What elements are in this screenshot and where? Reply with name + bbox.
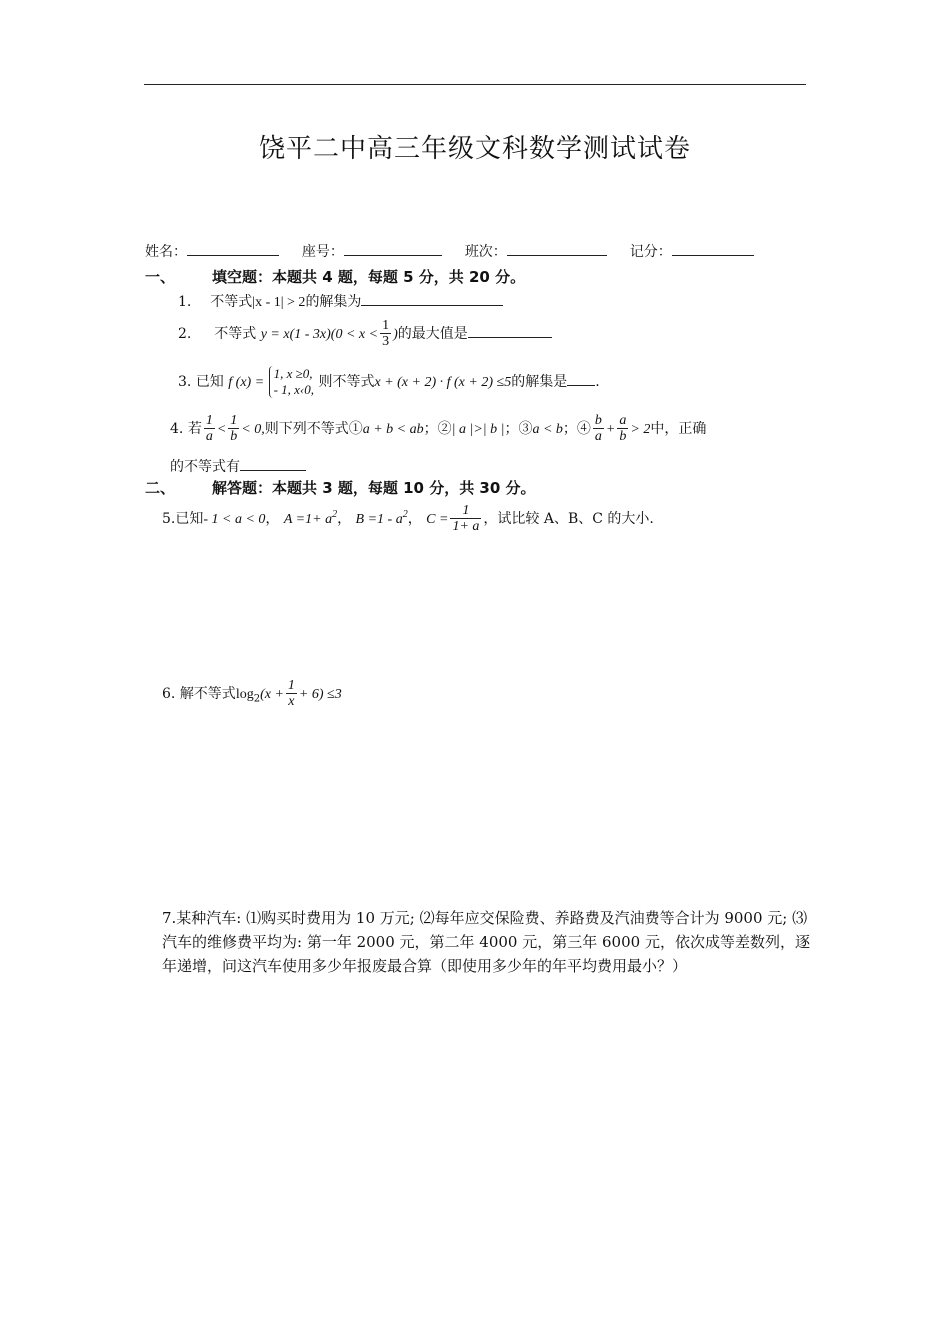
q4-less-than: < — [216, 421, 227, 437]
q6-expression-start: (x + — [260, 686, 284, 702]
q4-prefix: 若 — [187, 420, 202, 437]
student-info-line — [145, 241, 754, 261]
q2-expression-end: ) — [393, 326, 398, 342]
q4-sep-2: ；② — [423, 420, 452, 437]
q6-frac-denominator: x — [288, 694, 295, 710]
class-blank[interactable] — [507, 243, 607, 256]
q2-frac-numerator: 1 — [382, 318, 390, 333]
q6-expression-end: + 6) ≤3 — [298, 686, 342, 702]
q4-option-3: a < b — [532, 421, 563, 437]
q2-suffix: 的最大值是 — [397, 325, 468, 342]
q4-frac-1 — [204, 413, 215, 445]
q4-less-zero: < 0, — [241, 421, 265, 437]
section-one-number: 一、 — [145, 268, 176, 286]
q3-period: . — [595, 374, 600, 390]
q4-greater-two: > 2 — [630, 421, 651, 437]
q5-A-expression: A =1+ a — [283, 511, 333, 527]
q4-sep-4: ；④ — [562, 420, 591, 437]
q6-prefix: 解不等式 — [179, 685, 236, 702]
name-label: 姓名： — [145, 244, 187, 260]
q4-answer-blank[interactable] — [240, 458, 306, 471]
seat-blank[interactable] — [344, 243, 442, 256]
q3-answer-blank[interactable] — [567, 373, 595, 386]
q5-suffix: ，试比较 A、B、C 的大小. — [483, 510, 654, 527]
q3-function: f (x) = — [228, 375, 265, 390]
q5-C-fraction — [450, 503, 481, 535]
score-label: 记分： — [629, 244, 672, 260]
q4-frac-2-num: 1 — [230, 413, 238, 428]
q5-condition: - 1 < a < 0 — [203, 511, 266, 527]
question-4-line-2 — [170, 456, 306, 476]
q3-suffix: 的解集是 — [511, 374, 568, 390]
q5-number: 5. — [162, 510, 176, 527]
q4-option-1: a + b < ab — [362, 421, 424, 437]
q3-inequality: x + (x + 2) · f (x + 2) ≤5 — [374, 375, 512, 390]
q4-frac-4-den: b — [619, 429, 627, 445]
q4-middle: 则下列不等式① — [264, 420, 363, 437]
section-two-heading: 解答题：本题共 3 题，每题 10 分，共 30 分。 — [212, 479, 536, 497]
q4-sep-3: ；③ — [504, 420, 533, 437]
q5-A-exponent: 2 — [332, 509, 338, 521]
q4-number: 4. — [170, 420, 184, 437]
q5-C-denominator: 1+ a — [452, 519, 480, 535]
q1-number: 1. — [178, 294, 192, 310]
q4-frac-4 — [617, 413, 628, 445]
q4-frac-1-den: a — [205, 429, 213, 445]
q1-expression: |x - 1| > 2 — [252, 295, 306, 310]
q3-middle: 则不等式 — [318, 374, 375, 390]
q5-B-expression: B =1 - a — [355, 511, 403, 527]
q4-suffix: 中，正确 — [650, 420, 707, 437]
q6-log-base: 2 — [253, 693, 261, 705]
q4-frac-3-num: b — [594, 413, 602, 428]
q3-case-2: - 1, x‹0, — [273, 382, 315, 397]
q4-frac-4-num: a — [619, 413, 627, 428]
q1-prefix: 不等式 — [210, 294, 253, 310]
q6-number: 6. — [162, 685, 176, 702]
seat-label: 座号： — [301, 244, 344, 260]
q4-frac-1-num: 1 — [205, 413, 213, 428]
page-title: 饶平二中高三年级文科数学测试试卷 — [258, 134, 691, 164]
q6-fraction — [286, 678, 297, 710]
class-label: 班次： — [464, 244, 507, 260]
q2-fraction — [380, 318, 391, 350]
q5-prefix: 已知 — [175, 510, 204, 527]
question-7: 7.某种汽车: ⑴购买时费用为 10 万元; ⑵每年应交保险费、养路费及汽油费等合计为 9000 元; ⑶汽车的维修费平均为: 第一年 2000 元，第二年 4000 元，第三年 6000 元，依次成等差数列，逐年递增，问这汽车使用多少年报废最合算（即使用多少年的年平均费用最小？） — [162, 909, 810, 975]
q4-plus: + — [605, 421, 616, 437]
q4-frac-2 — [228, 413, 239, 445]
header-rule — [144, 84, 806, 85]
question-4 — [170, 413, 706, 445]
q2-number: 2. — [178, 325, 192, 342]
q2-prefix: 不等式 — [214, 325, 257, 342]
q3-prefix: 已知 — [195, 374, 224, 390]
question-3 — [178, 366, 600, 398]
question-1 — [178, 291, 503, 311]
q1-answer-blank[interactable] — [361, 293, 503, 306]
q2-answer-blank[interactable] — [468, 325, 552, 338]
q4-line-2-text: 的不等式有 — [170, 459, 240, 475]
q3-case-1: 1, x ≥0, — [273, 366, 313, 381]
q6-log: log — [235, 686, 254, 702]
q5-B-exponent: 2 — [402, 509, 408, 521]
q5-C-label: C = — [426, 511, 449, 527]
q3-piecewise — [269, 366, 314, 398]
name-blank[interactable] — [187, 243, 279, 256]
question-2 — [178, 318, 552, 350]
q2-expression: y = x(1 - 3x)(0 < x < — [260, 326, 379, 342]
q4-frac-2-den: b — [230, 429, 238, 445]
section-two-number: 二、 — [145, 479, 176, 497]
q2-frac-denominator: 3 — [382, 334, 390, 350]
q4-option-2: | a |>| b | — [451, 421, 505, 437]
q4-frac-3-den: a — [594, 429, 602, 445]
q6-frac-numerator: 1 — [287, 678, 295, 693]
question-6 — [162, 678, 342, 710]
question-5: 5.已知- 1 < a < 0， $A =1+ a^2$， $B =1 - a^2$， C = $\frac{1}{1+ a}$ ，试比较 A、B、C 的大小. — [162, 503, 654, 535]
section-one-heading: 填空题：本题共 4 题，每题 5 分，共 20 分。 — [212, 268, 526, 286]
q5-C-numerator: 1 — [450, 503, 481, 519]
q1-suffix: 的解集为 — [305, 294, 362, 310]
q4-frac-3 — [593, 413, 604, 445]
score-blank[interactable] — [672, 243, 754, 256]
q3-number: 3. — [178, 374, 192, 390]
